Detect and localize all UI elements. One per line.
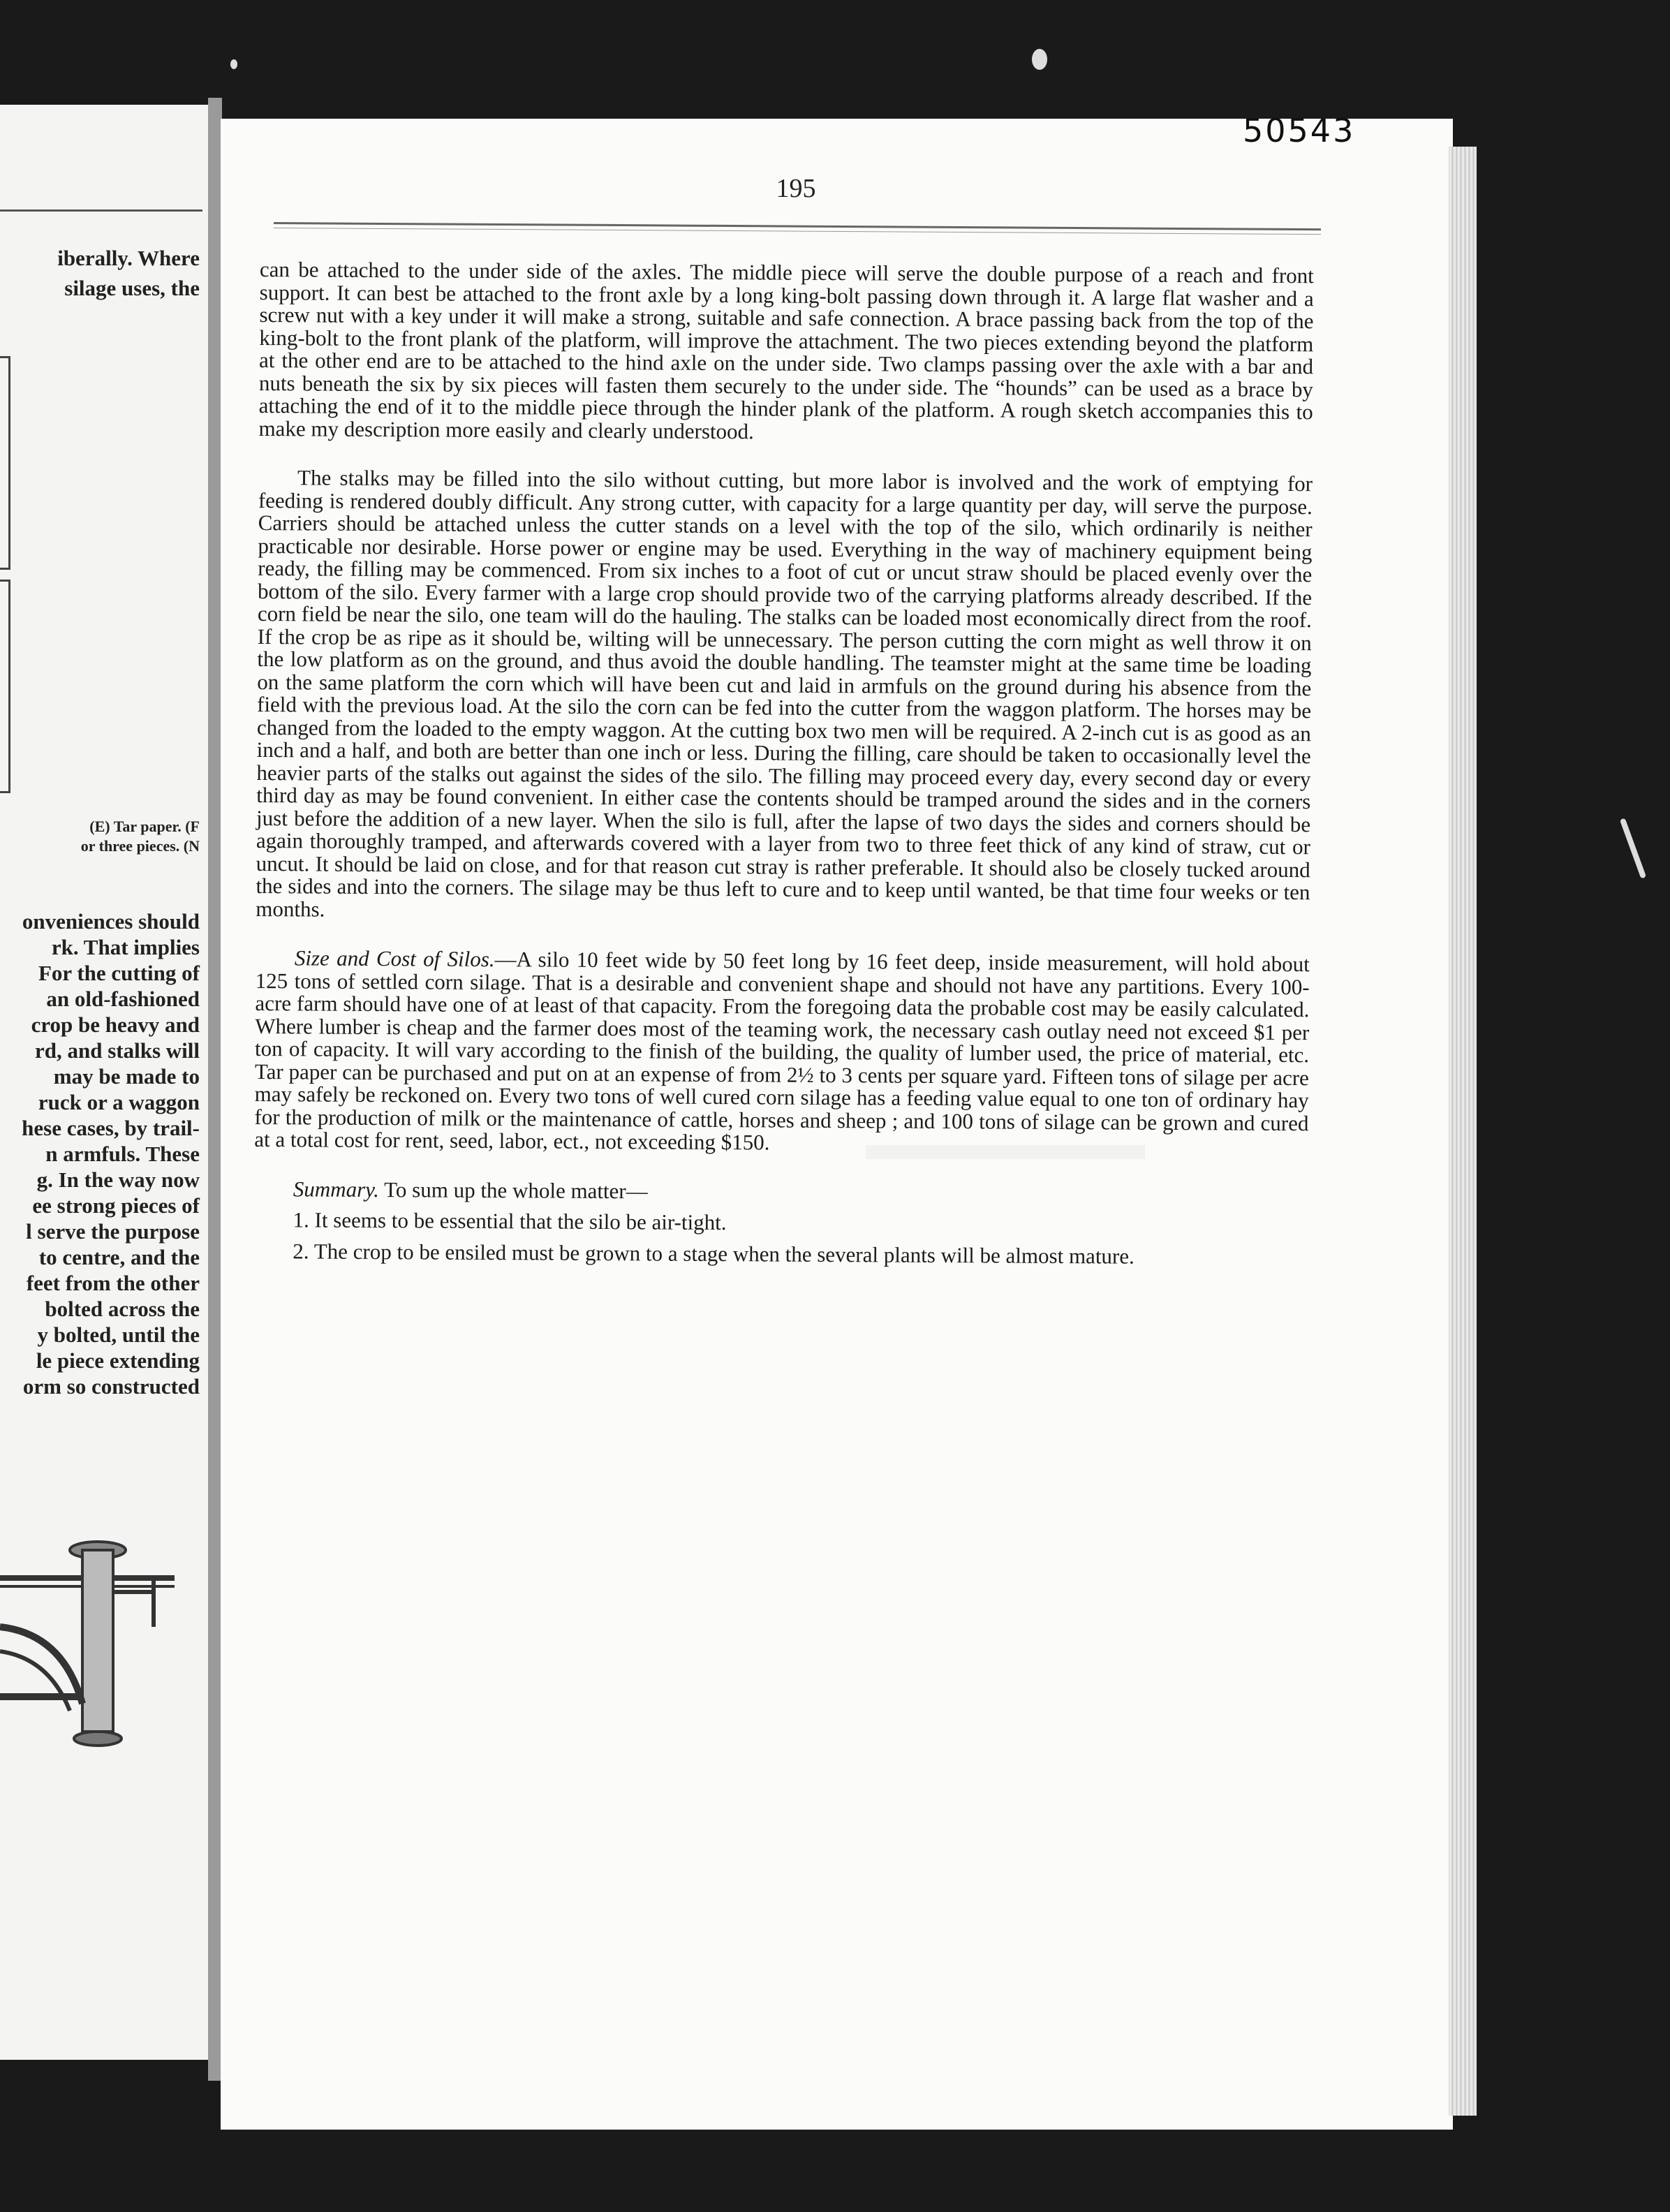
left-header-rule — [0, 209, 202, 212]
catalog-number: 50543 — [1243, 112, 1356, 149]
left-line: crop be heavy and — [31, 1012, 200, 1037]
left-line: bolted across the — [45, 1297, 200, 1321]
left-facing-page — [0, 105, 209, 2060]
left-line: onveniences should — [22, 909, 200, 934]
left-line: y bolted, until the — [37, 1322, 200, 1347]
size-and-cost-paragraph — [254, 947, 1310, 1158]
left-line: feet from the other — [26, 1271, 200, 1295]
section-heading: Summary. — [293, 1176, 380, 1202]
summary-item: 1. It seems to be essential that the silo be air-tight. — [293, 1207, 727, 1235]
page-number: 195 — [776, 174, 816, 203]
summary-item: 2. The crop to be ensiled must be grown to a stage when the several plants will be almost mature. — [293, 1238, 1135, 1269]
left-line: iberally. Where — [57, 246, 200, 270]
left-figure-frame — [0, 356, 10, 570]
wheel-illustration — [0, 1529, 202, 1767]
left-caption-line: (E) Tar paper. (F — [89, 818, 200, 835]
left-line: For the cutting of — [38, 961, 200, 985]
left-caption-line: or three pieces. (N — [80, 837, 200, 855]
left-line: ruck or a waggon — [38, 1090, 200, 1114]
left-line: rd, and stalks will — [34, 1038, 200, 1063]
left-line: g. In the way now — [36, 1167, 200, 1192]
paragraph: The stalks may be filled into the silo without cutting, but more labor is involved and the work of emptying for feeding is rendered doubly difficult. Any strong cutter, with capacity for a large quantity per day, will serve the purpose. Carriers should be attached unless the cutter stands on a level with the top of the silo, which ordinarily is neither practicable nor desirable. Horse power or engine may be used. Everything in the way of machinery equipment being ready, the filling may be commenced. From six inches to a foot of cut or uncut straw should be placed evenly over the bottom of the silo. Every farmer with a large crop should provide two of the carrying platforms already described. If the corn field be near the silo, one team will do the hauling. The stalks can be loaded most economically direct from the roof. If the crop be as ripe as it should be, wilting will be unnecessary. The person cutting the corn might as well throw it on the low platform as on the ground, and thus avoid the double handling. The teamster might at the same time be loading on the same platform the corn which will have been cut and laid in armfuls on the ground during his absence from the field with the previous load. At the silo the corn can be fed into the cutter from the waggon platform. The horses may be changed from the loaded to the empty waggon. At the cutting box two men will be required. A 2-inch cut is as good as an inch and a half, and both are better than one inch or less. During the filling, care should be taken to occasionally level the heavier parts of the stalks out against the sides of the silo. The filling may proceed every day, every second day or every third day as may be found convenient. In either case the contents should be tramped around the sides and in the corners just before the addition of a new layer. When the silo is full, after the lapse of two days the sides and corners should be again thoroughly tramped, and afterwards covered with a layer from two to three feet thick of any kind of straw, cut or uncut. It should be laid on close, and for that reason cut stray is rather preferable. It should also be closely tucked around the sides and into the corners. The silage may be thus left to cure and to keep until wanted, be that time four weeks or ten months. — [256, 465, 1313, 922]
page-edges — [1449, 147, 1477, 2116]
paragraph-text: —A silo 10 feet wide by 50 feet long by 16 feet deep, inside measurement, will hold about 125 tons of settled corn silage. That is a desirable and convenient shape and should not have any partitions. Every 100-acre farm should have one of at least of that capacity. From the foregoing data the probable cost may be easily calculated. Where lumber is cheap and the farmer does most of the teaming work, the necessary cash outlay need not exceed $1 per ton of capacity. It will vary according to the finish of the building, the quality of lumber used, the price of material, etc. Tar paper can be purchased and put on at an expense of from 2½ to 3 cents per square yard. Fifteen tons of silage per acre may safely be reckoned on. Every two tons of well cured corn silage has a feeding value equal to one ton of ordinary hay for the production of milk or the maintenance of cattle, horses and sheep ; and 100 tons of silage can be grown and cured at a total cost for rent, seed, labor, ect., not exceeding $150. — [254, 947, 1310, 1155]
section-heading: Size and Cost of Silos. — [294, 945, 495, 972]
left-line: rk. That implies — [51, 935, 200, 959]
paragraph: can be attached to the under side of the axles. The middle piece will serve the double purpose of a reach and front support. It can best be attached to the front axle by a long king-bolt passing down through it. A large flat washer and a screw nut with a key under it will make a strong, suitable and safe connection. A brace passing back from the top of the king-bolt to the front plank of the platform, will improve the attachment. The two pieces extending beyond the platform at the other end are to be attached to the hind axle on the under side. Two clamps passing over the axle with a bar and nuts beneath the six by six pieces will fasten them securely to the under side. The “hounds” can be used as a brace by attaching the end of it to the middle piece through the hinder plank of the platform. A rough sketch accompanies this to make my description more easily and clearly understood. — [258, 257, 1314, 443]
book-gutter — [208, 98, 222, 2081]
left-figure-frame — [0, 580, 10, 793]
left-line: le piece extending — [36, 1348, 200, 1373]
summary-paragraph — [254, 1177, 1308, 1207]
left-line: may be made to — [53, 1064, 200, 1089]
summary-intro: To sum up the whole matter— — [378, 1177, 648, 1203]
left-line: n armfuls. These — [45, 1142, 200, 1166]
left-line: l serve the purpose — [26, 1219, 200, 1244]
left-line: an old-fashioned — [46, 987, 200, 1011]
left-line: to centre, and the — [38, 1245, 200, 1269]
left-line: hese cases, by trail- — [22, 1116, 200, 1140]
body-text — [253, 258, 1314, 1269]
left-line: orm so constructed — [22, 1374, 200, 1399]
left-line: ee strong pieces of — [32, 1193, 200, 1218]
left-line: silage uses, the — [64, 276, 200, 300]
